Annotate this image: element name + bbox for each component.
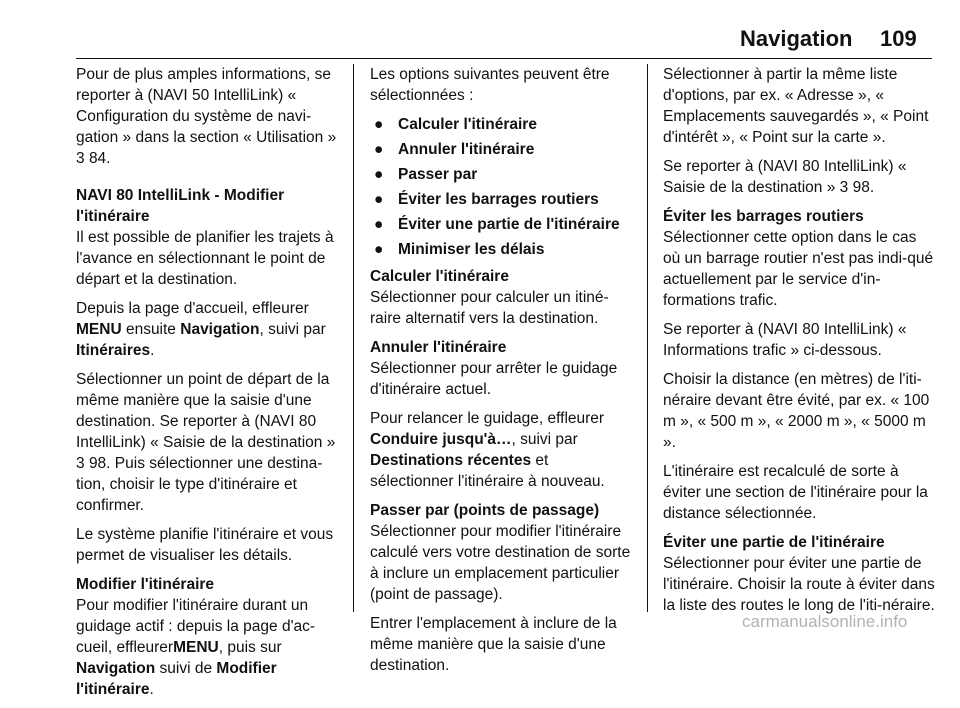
section-heading: Passer par (points de passage) — [370, 502, 600, 519]
paragraph: Les options suivantes peuvent être sélectionnées : — [370, 66, 610, 104]
header-rule — [76, 58, 932, 59]
section-heading: Calculer l'itinéraire — [370, 268, 509, 285]
paragraph: Sélectionner un point de départ de la même manière que la saisie d'une destination. Se reporter à (NAVI 80 IntelliLink) « Saisie de la destination » 3 98. Puis sélectionner une destina-tion, choisir le type d'itinéraire et confirmer. — [76, 371, 336, 514]
paragraph: Entrer l'emplacement à inclure de la même manière que la saisie d'une destination. — [370, 615, 617, 674]
page-title: Navigation — [740, 26, 853, 51]
bullet-icon: ● — [374, 216, 384, 233]
list-item: ● Annuler l'itinéraire — [370, 139, 636, 160]
bullet-icon: ● — [374, 191, 384, 208]
page-ref-icon: 3 — [76, 455, 85, 472]
page-ref-icon: 3 — [76, 150, 85, 167]
list-item: ● Minimiser les délais — [370, 239, 636, 260]
paragraph: Pour de plus amples informations, se reporter à (NAVI 50 IntelliLink) « Configuration du système de navi-gation » dans la section « Utilisation » 3 84. — [76, 66, 337, 167]
paragraph: Se reporter à (NAVI 80 IntelliLink) « Informations trafic » ci-dessous. — [663, 321, 907, 359]
bullet-icon: ● — [374, 116, 384, 133]
bullet-icon: ● — [374, 166, 384, 183]
paragraph: Sélectionner pour modifier l'itinéraire calculé vers votre destination de sorte à inclure un emplacement particulier (point de passage). — [370, 523, 631, 603]
paragraph: Depuis la page d'accueil, effleurer MENU ensuite Navigation, suivi par Itinéraires. — [76, 300, 326, 359]
column-1 — [76, 64, 342, 708]
paragraph: Il est possible de planifier les trajets à l'avance en sélectionnant le point de départ et la destination. — [76, 229, 334, 288]
options-list — [370, 114, 636, 260]
column-divider-2 — [647, 64, 648, 612]
paragraph: Sélectionner à partir la même liste d'options, par ex. « Adresse », « Emplacements sauvegardés », « Point d'intérêt », « Point sur la carte ». — [663, 66, 929, 146]
bullet-icon: ● — [374, 141, 384, 158]
paragraph: Sélectionner pour éviter une partie de l'itinéraire. Choisir la route à éviter dans la liste des routes le long de l'iti-néraire. — [663, 555, 935, 614]
section-heading: Éviter une partie de l'itinéraire — [663, 534, 885, 551]
bullet-icon: ● — [374, 241, 384, 258]
page-number: 109 — [880, 26, 917, 51]
list-item: ● Calculer l'itinéraire — [370, 114, 636, 135]
paragraph: Se reporter à (NAVI 80 IntelliLink) « Saisie de la destination » 3 98. — [663, 158, 907, 196]
list-item: ● Éviter les barrages routiers — [370, 189, 636, 210]
column-divider-1 — [353, 64, 354, 612]
column-3 — [663, 64, 935, 624]
section-heading: Modifier l'itinéraire — [76, 576, 215, 593]
list-item: ● Passer par — [370, 164, 636, 185]
section-heading: Éviter les barrages routiers — [663, 208, 864, 225]
paragraph: Sélectionner pour calculer un itiné-raire alternatif vers la destination. — [370, 289, 609, 327]
paragraph: Pour relancer le guidage, effleurer Conduire jusqu'à…, suivi par Destinations récentes et sélectionner l'itinéraire à nouveau. — [370, 410, 605, 490]
watermark: carmanualsonline.info — [742, 612, 908, 631]
list-item: ● Éviter une partie de l'itinéraire — [370, 214, 636, 235]
paragraph: L'itinéraire est recalculé de sorte à éviter une section de l'itinéraire pour la distance sélectionnée. — [663, 463, 928, 522]
paragraph: Sélectionner cette option dans le cas où un barrage routier n'est pas indi-qué actuellement par le service d'in-formations trafic. — [663, 229, 934, 309]
section-heading: NAVI 80 IntelliLink - Modifier l'itinéraire — [76, 187, 285, 225]
page-ref-icon: 3 — [839, 179, 849, 196]
paragraph: Sélectionner pour arrêter le guidage d'itinéraire actuel. — [370, 360, 618, 398]
paragraph: Choisir la distance (en mètres) de l'iti-néraire devant être évité, par ex. « 100 m », « 500 m », « 2000 m », « 5000 m ». — [663, 371, 930, 451]
paragraph: Le système planifie l'itinéraire et vous permet de visualiser les détails. — [76, 526, 334, 564]
paragraph: Pour modifier l'itinéraire durant un guidage actif : depuis la page d'ac-cueil, effleurerMENU, puis sur Navigation suivi de Modifier l'itinéraire. — [76, 597, 316, 698]
column-2 — [370, 64, 636, 684]
section-heading: Annuler l'itinéraire — [370, 339, 507, 356]
